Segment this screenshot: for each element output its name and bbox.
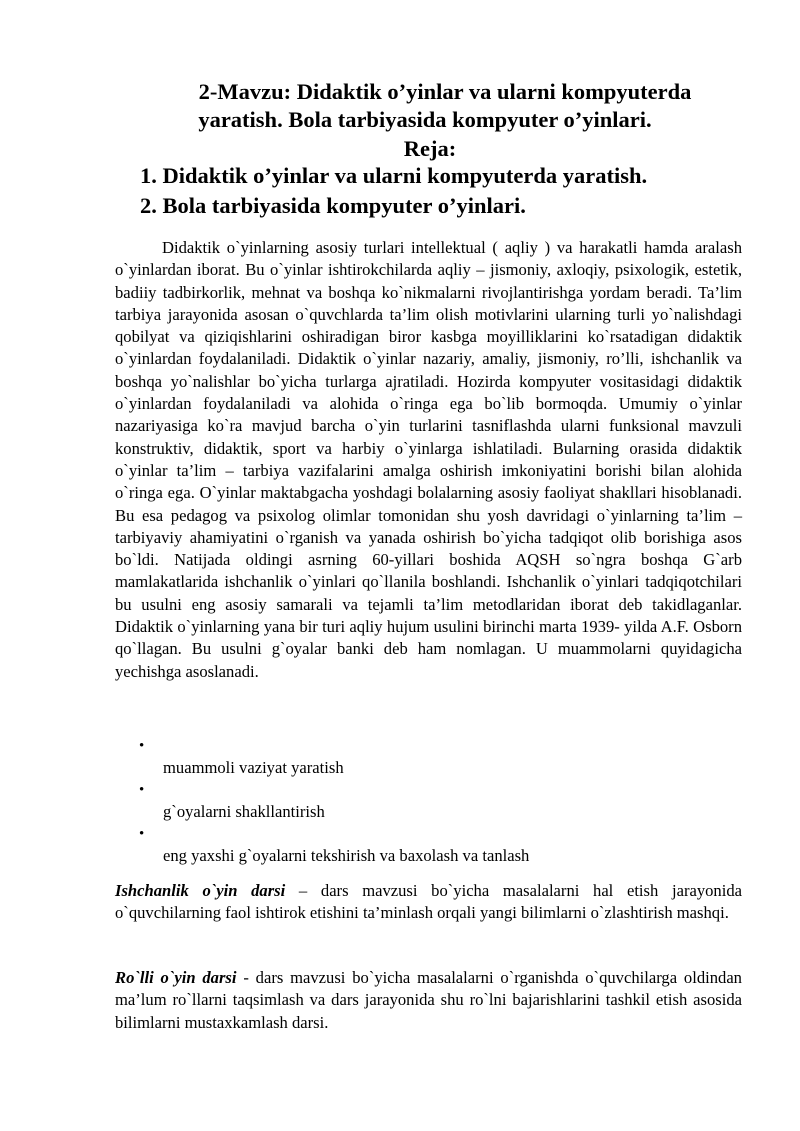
definition-term: Ro`lli o`yin darsi (115, 968, 237, 987)
plan-list (140, 161, 780, 221)
plan-item-2: 2. Bola tarbiyasida kompyuter o’yinlari. (140, 193, 526, 218)
definition-text: – dars mavzusi bo`yicha masalalarni hal etish jarayonida o`quvchilarning faol ishtirok etishini ta’minlash orqali yangi bilimlarni o`zlashtirish mashqi. (115, 881, 742, 923)
bullet-list (115, 735, 742, 867)
bullet-text: eng yaxshi g`oyalarni tekshirish va baxolash va tanlash (163, 846, 530, 865)
title-line-2: yaratish. Bola tarbiyasida kompyuter o’yinlari. (198, 107, 652, 132)
page-title (120, 78, 720, 134)
bullet-item (115, 823, 742, 867)
definition-text: - dars mavzusi bo`yicha masalalarni o`rganishda o`quvchilarga oldindan ma’lum ro`llarni taqsimlash va dars jarayonida shu ro`lni bajarishlarini tashkil etish asosida bilimlarni mustaxkamlash darsi. (115, 968, 742, 1032)
plan-heading: Reja: (403, 136, 457, 161)
bullet-text: g`oyalarni shakllantirish (163, 802, 325, 821)
definition-ishchanlik (115, 880, 742, 925)
bullet-icon: • (139, 782, 145, 798)
paragraph-text: Didaktik o`yinlarning asosiy turlari intellektual ( aqliy ) va harakatli hamda aralash o`yinlardan iborat. Bu o`yinlar ishtirokchilarda aqliy – jismoniy, axloqiy, psixologik, estetik, badiiy tadbirkorlik, mehnat va boshqa ko`nikmalarni rivojlantirishga yordam beradi. Ta’lim tarbiya jarayonida asosan o`quvchlarda ta’lim olish motivlarini ularning turli yo`nalishdagi qobilyat va qiziqishlarini oshiradigan biror kasbga moyilliklarini ko`rsatadigan didaktik o`yinlardan foydalaniladi. Didaktik o`yinlar nazariy, amaliy, jismoniy, ro’lli, ishchanlik va boshqa yo`nalishlar bo`yicha turlarga ajratiladi. Hozirda kompyuter vositasidagi didaktik o`yinlardan foydalaniladi va alohida o`ringa ega bo`lib bormoqda. Umumiy o`yinlar nazariyasiga ko`ra mavjud barcha o`yin turlarini tasniflashda ularni funksional mavzuli konstruktiv, didaktik, sport va harbiy o`yinlarga ishlatiladi. Bularning orasida didaktik o`yinlar ta’lim – tarbiya vazifalarini amalga oshirish imkoniyatini borishi bilan alohida o`ringa ega. O`yinlar maktabgacha yoshdagi bolalarning asosiy faoliyat shakllari hisoblanadi. Bu esa pedagog va psixolog olimlar tomonidan shu yosh davridagi o`yinlarning ta’lim – tarbiyaviy ahamiyatini o`rganish va yanada oshirish bo`yicha tadqiqot olib borishiga asos bo`ldi. Natijada oldingi asrning 60-yillari boshida AQSH so`ngra boshqa G`arb mamlakatlarida ishchanlik o`yinlari qo`llanila boshlandi. Ishchanlik o`yinlari tadqiqotchilari bu usulni eng asosiy samarali va tejamli ta’lim metodlaridan iborat deb takidlaganlar. Didaktik o`yinlarning yana bir turi aqliy hujum usulini birinchi marta 1939- yilda A.F. Osborn qo`llagan. Bu usulni g`oyalar banki deb ham nomlagan. U muammolarni quyidagicha yechishga asoslanadi. (115, 238, 742, 681)
definition-rolli (115, 967, 742, 1034)
title-line-1: 2-Mavzu: Didaktik o’yinlar va ularni kompyuterda (198, 79, 692, 104)
plan-item-1: 1. Didaktik o’yinlar va ularni kompyuterda yaratish. (140, 163, 648, 188)
bullet-text: muammoli vaziyat yaratish (163, 758, 344, 777)
definition-term: Ishchanlik o`yin darsi (115, 881, 286, 900)
main-paragraph (115, 237, 742, 683)
bullet-item (115, 779, 742, 823)
bullet-icon: • (139, 738, 145, 754)
bullet-item (115, 735, 742, 779)
bullet-icon: • (139, 826, 145, 842)
